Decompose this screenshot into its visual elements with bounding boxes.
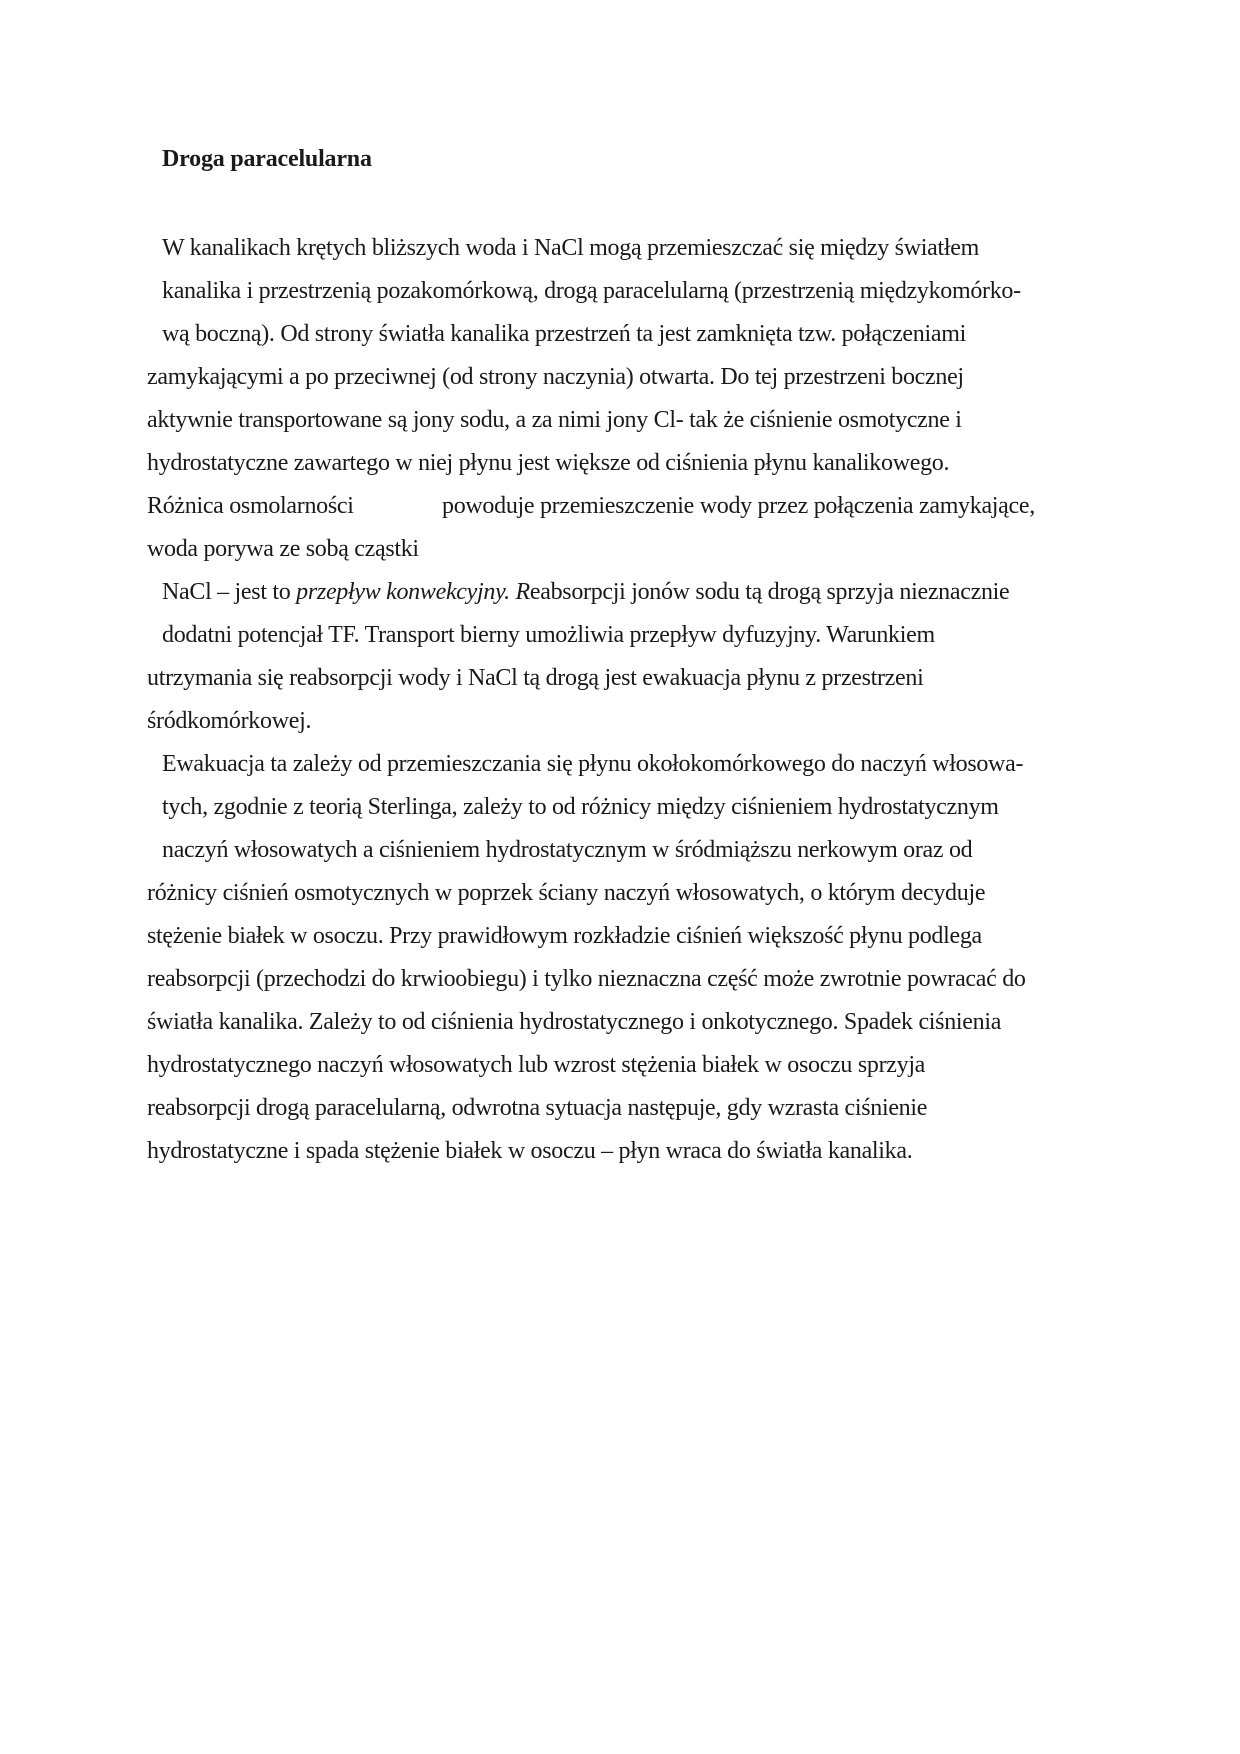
paragraph-line: aktywnie transportowane są jony sodu, a za nimi jony Cl- tak że ciśnienie osmotyczne i (147, 407, 962, 433)
paragraph-line: reabsorpcji drogą paracelularną, odwrotna sytuacja następuje, gdy wzrasta ciśnienie (147, 1095, 928, 1121)
paragraph-line: Różnica osmolarności (147, 493, 354, 519)
line-segment: eabsorpcji jonów sodu tą drogą sprzyja nieznacznie (529, 579, 1010, 605)
paragraph-line: dodatni potencjał TF. Transport bierny umożliwia przepływ dyfuzyjny. Warunkiem (162, 622, 935, 648)
paragraph-line: Ewakuacja ta zależy od przemieszczania się płynu okołokomórkowego do naczyń włosowa- (162, 751, 1024, 777)
paragraph-line: hydrostatycznego naczyń włosowatych lub wzrost stężenia białek w osoczu sprzyja (147, 1052, 926, 1078)
paragraph-line: stężenie białek w osoczu. Przy prawidłowym rozkładzie ciśnień większość płynu podlega (147, 923, 982, 949)
paragraph-line: śródkomórkowej. (147, 708, 312, 734)
paragraph-line: wą boczną). Od strony światła kanalika przestrzeń ta jest zamknięta tzw. połączeniami (162, 321, 966, 347)
line-segment: NaCl – jest to (162, 579, 297, 605)
line-segment: R (509, 579, 530, 605)
paragraph-line: tych, zgodnie z teorią Sterlinga, zależy to od różnicy między ciśnieniem hydrostatycznym (162, 794, 999, 820)
paragraph-line: powoduje przemieszczenie wody przez połączenia zamykające, (442, 493, 1035, 519)
paragraph-line: woda porywa ze sobą cząstki (147, 536, 419, 562)
emphasized-term: przepływ konwekcyjny. (296, 579, 510, 605)
paragraph-line: hydrostatyczne zawartego w niej płynu jest większe od ciśnienia płynu kanalikowego. (147, 450, 950, 476)
page-title: Droga paracelularna (162, 146, 372, 172)
paragraph-line: reabsorpcji (przechodzi do krwioobiegu) i tylko nieznaczna część może zwrotnie powracać do (147, 966, 1026, 992)
paragraph-line: utrzymania się reabsorpcji wody i NaCl tą drogą jest ewakuacja płynu z przestrzeni (147, 665, 924, 691)
paragraph-line: hydrostatyczne i spada stężenie białek w osoczu – płyn wraca do światła kanalika. (147, 1138, 913, 1164)
paragraph-line: kanalika i przestrzenią pozakomórkową, drogą paracelularną (przestrzenią międzykomórko- (162, 278, 1021, 304)
paragraph-line (162, 577, 1009, 607)
paragraph-line: W kanalikach krętych bliższych woda i NaCl mogą przemieszczać się między światłem (162, 235, 979, 261)
paragraph-line: naczyń włosowatych a ciśnieniem hydrostatycznym w śródmiąższu nerkowym oraz od (162, 837, 973, 863)
paragraph-line: różnicy ciśnień osmotycznych w poprzek ściany naczyń włosowatych, o którym decyduje (147, 880, 986, 906)
paragraph-line: światła kanalika. Zależy to od ciśnienia hydrostatycznego i onkotycznego. Spadek ciśnienia (147, 1009, 1002, 1035)
paragraph-line: zamykającymi a po przeciwnej (od strony naczynia) otwarta. Do tej przestrzeni bocznej (147, 364, 964, 390)
